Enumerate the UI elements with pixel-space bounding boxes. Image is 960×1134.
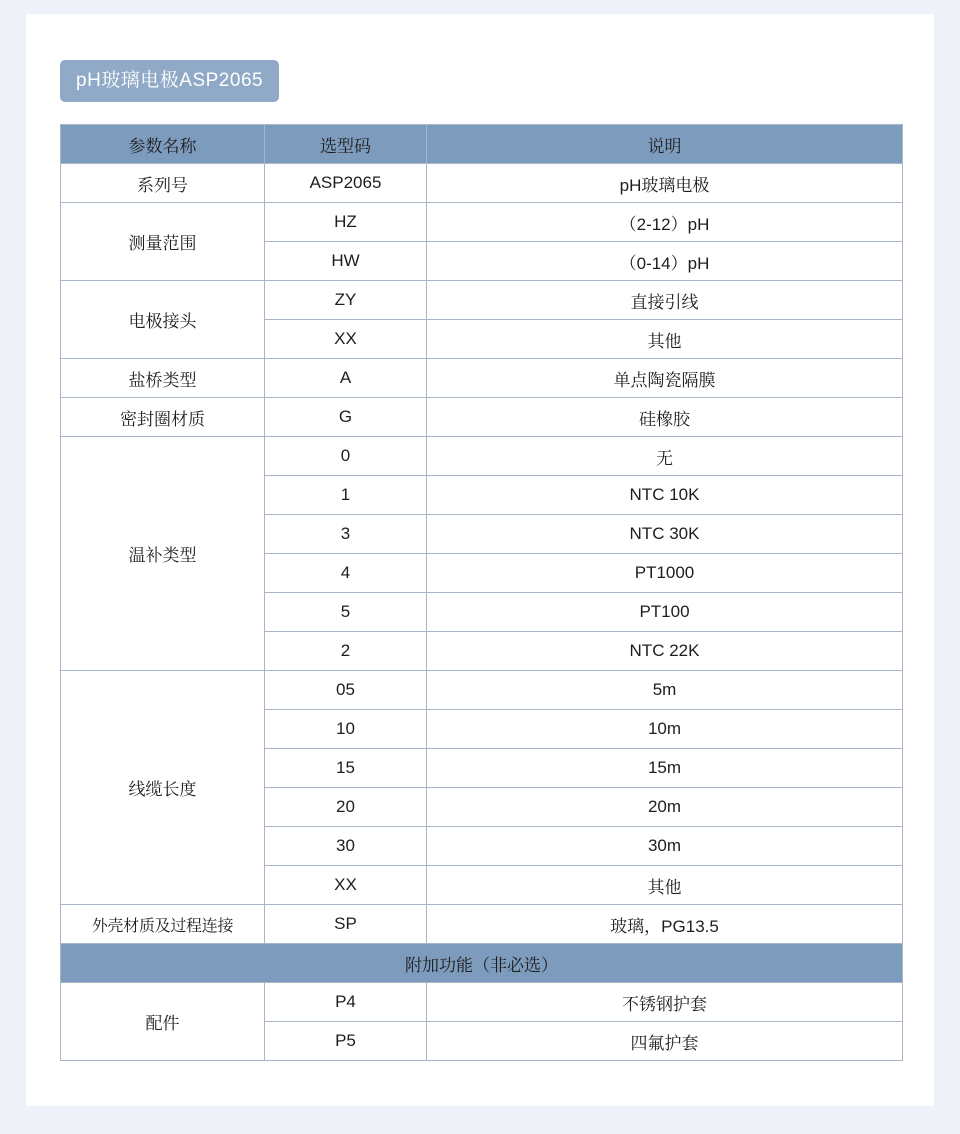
document-page: [26, 14, 934, 1106]
column-header-parameter: 参数名称: [61, 125, 265, 164]
selection-code-table: [60, 124, 903, 1061]
page-title-label: pH玻璃电极ASP2065: [60, 60, 279, 102]
selection-code-cell: XX: [265, 866, 427, 905]
description-cell: 不锈钢护套: [427, 983, 903, 1022]
description-cell: 10m: [427, 710, 903, 749]
description-cell: 其他: [427, 320, 903, 359]
selection-code-cell: A: [265, 359, 427, 398]
description-cell: 单点陶瓷隔膜: [427, 359, 903, 398]
selection-code-cell: 05: [265, 671, 427, 710]
description-cell: 15m: [427, 749, 903, 788]
description-cell: 5m: [427, 671, 903, 710]
parameter-name-cell: 测量范围: [61, 203, 265, 281]
section-band-label: 附加功能（非必选）: [61, 944, 903, 983]
description-cell: 20m: [427, 788, 903, 827]
selection-code-cell: P4: [265, 983, 427, 1022]
parameter-name-cell: 盐桥类型: [61, 359, 265, 398]
table-row: [61, 983, 903, 1022]
selection-code-cell: 3: [265, 515, 427, 554]
selection-code-cell: ASP2065: [265, 164, 427, 203]
description-cell: 四氟护套: [427, 1022, 903, 1061]
description-cell: NTC 22K: [427, 632, 903, 671]
description-cell: PT100: [427, 593, 903, 632]
parameter-name-cell: 温补类型: [61, 437, 265, 671]
section-band-row: [61, 944, 903, 983]
selection-code-cell: ZY: [265, 281, 427, 320]
selection-code-cell: 15: [265, 749, 427, 788]
description-cell: NTC 30K: [427, 515, 903, 554]
table-row: [61, 905, 903, 944]
table-row: [61, 437, 903, 476]
parameter-name-cell: 线缆长度: [61, 671, 265, 905]
selection-code-cell: 5: [265, 593, 427, 632]
selection-code-cell: 1: [265, 476, 427, 515]
selection-code-cell: 10: [265, 710, 427, 749]
parameter-name-cell: 外壳材质及过程连接: [61, 905, 265, 944]
description-cell: （2-12）pH: [427, 203, 903, 242]
description-cell: PT1000: [427, 554, 903, 593]
description-cell: 硅橡胶: [427, 398, 903, 437]
table-row: [61, 359, 903, 398]
selection-code-cell: 20: [265, 788, 427, 827]
table-row: [61, 671, 903, 710]
table-row: [61, 398, 903, 437]
page-title: [60, 60, 279, 102]
selection-code-cell: 0: [265, 437, 427, 476]
selection-code-cell: SP: [265, 905, 427, 944]
selection-code-cell: XX: [265, 320, 427, 359]
table-header: [61, 125, 903, 164]
table-row: [61, 281, 903, 320]
parameter-name-cell: 密封圈材质: [61, 398, 265, 437]
parameter-name-cell: 系列号: [61, 164, 265, 203]
parameter-name-cell: 电极接头: [61, 281, 265, 359]
table-body: [61, 164, 903, 1061]
column-header-description: 说明: [427, 125, 903, 164]
description-cell: 玻璃，PG13.5: [427, 905, 903, 944]
selection-code-cell: 2: [265, 632, 427, 671]
column-header-code: 选型码: [265, 125, 427, 164]
description-cell: 其他: [427, 866, 903, 905]
description-cell: NTC 10K: [427, 476, 903, 515]
selection-code-cell: G: [265, 398, 427, 437]
selection-code-cell: HZ: [265, 203, 427, 242]
description-cell: 直接引线: [427, 281, 903, 320]
description-cell: 30m: [427, 827, 903, 866]
selection-code-cell: HW: [265, 242, 427, 281]
selection-code-cell: P5: [265, 1022, 427, 1061]
table-row: [61, 164, 903, 203]
description-cell: 无: [427, 437, 903, 476]
table-row: [61, 203, 903, 242]
selection-code-cell: 4: [265, 554, 427, 593]
selection-code-cell: 30: [265, 827, 427, 866]
parameter-name-cell: 配件: [61, 983, 265, 1061]
table-header-row: [61, 125, 903, 164]
description-cell: （0-14）pH: [427, 242, 903, 281]
description-cell: pH玻璃电极: [427, 164, 903, 203]
